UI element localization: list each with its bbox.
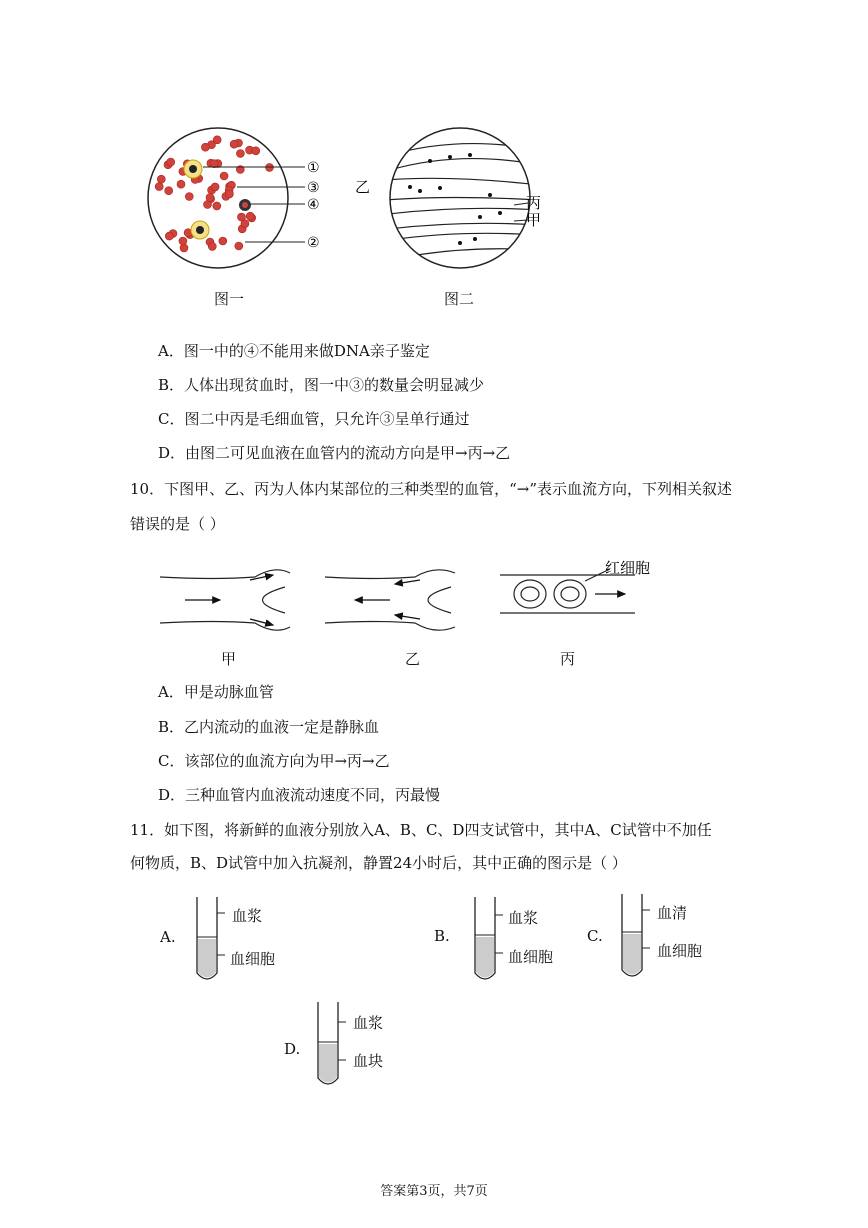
q9-option-c[interactable]: C．图二中丙是毛细血管，只允许③呈单行通过 (158, 410, 470, 428)
tube-d-top-label: 血浆 (353, 1014, 384, 1032)
fig1-label-4: ④ (307, 197, 320, 213)
q9-option-a[interactable]: A．图一中的④不能用来做DNA亲子鉴定 (158, 342, 430, 360)
red-blood-cell (213, 202, 221, 210)
red-blood-cell (213, 136, 221, 144)
test-tube-c (617, 892, 657, 984)
red-blood-cell (165, 187, 173, 195)
test-tube-b (470, 895, 510, 987)
fig2-label-yi: 乙 (355, 178, 371, 196)
red-blood-cell (179, 237, 187, 245)
q10-option-c[interactable]: C．该部位的血流方向为甲→丙→乙 (158, 752, 390, 770)
q9-option-b[interactable]: B．人体出现贫血时，图一中③的数量会明显减少 (158, 376, 485, 394)
red-blood-cell (246, 212, 254, 220)
fig2-caption: 图二 (444, 290, 475, 308)
fig1-label-3: ③ (307, 180, 320, 196)
red-blood-cell (201, 143, 209, 151)
tube-d-bottom-label: 血块 (353, 1052, 384, 1070)
fig1-label-1: ① (307, 160, 320, 176)
red-blood-cell (206, 194, 214, 202)
q10-option-b[interactable]: B．乙内流动的血液一定是静脉血 (158, 718, 380, 736)
vessel-label-bing: 丙 (560, 650, 576, 668)
q10-stem-line2: 错误的是（ ） (130, 515, 225, 533)
vessel-label-jia: 甲 (221, 650, 237, 668)
tube-b-top-label: 血浆 (508, 909, 539, 927)
test-tube-a (192, 895, 232, 987)
red-blood-cell (155, 183, 163, 191)
red-blood-cell (225, 190, 233, 198)
red-blood-cell (208, 242, 216, 250)
red-blood-cell (230, 140, 238, 148)
red-blood-cell (219, 237, 227, 245)
vessel-label-yi: 乙 (405, 650, 421, 668)
red-blood-cell (211, 183, 219, 191)
figure-vessels-cross (350, 125, 550, 280)
q11-stem-line2: 何物质，B、D试管中加入抗凝剂，静置24小时后，其中正确的图示是（ ） (130, 854, 627, 872)
page-footer: 答案第3页，共7页 (380, 1184, 488, 1199)
red-blood-cell (177, 180, 185, 188)
q10-option-d[interactable]: D．三种血管内血液流动速度不同，丙最慢 (158, 786, 441, 804)
red-blood-cell (167, 158, 175, 166)
fig2-label-jia: 甲 (526, 211, 542, 229)
tube-a-bottom-label: 血细胞 (230, 950, 276, 968)
red-blood-cell (235, 242, 243, 250)
q9-option-d[interactable]: D．由图二可见血液在血管内的流动方向是甲→丙→乙 (158, 444, 511, 462)
test-tube-d (313, 1000, 353, 1092)
fig1-label-2: ② (307, 235, 320, 251)
q10-stem-line1: 10．下图甲、乙、丙为人体内某部位的三种类型的血管，“→”表示血流方向，下列相关叙述 (130, 480, 732, 498)
red-blood-cell (236, 150, 244, 158)
red-blood-cell (165, 232, 173, 240)
red-blood-cell (157, 175, 165, 183)
q11-stem-line1: 11．如下图，将新鲜的血液分别放入A、B、C、D四支试管中，其中A、C试管中不加任 (130, 821, 712, 839)
figure-blood-smear (145, 125, 345, 280)
tube-a-letter[interactable]: A. (160, 928, 176, 946)
red-blood-cell (220, 172, 228, 180)
tube-d-letter[interactable]: D. (284, 1040, 301, 1058)
tube-b-letter[interactable]: B. (434, 927, 450, 945)
rbc-label: 红细胞 (605, 559, 651, 577)
red-blood-cell (252, 147, 260, 155)
tube-c-letter[interactable]: C. (587, 927, 603, 945)
tube-a-top-label: 血浆 (232, 907, 263, 925)
tube-c-top-label: 血清 (657, 904, 688, 922)
red-blood-cell (241, 220, 249, 228)
q10-option-a[interactable]: A．甲是动脉血管 (158, 683, 274, 701)
fig1-caption: 图一 (214, 290, 245, 308)
fig2-label-bing: 丙 (526, 194, 542, 212)
tube-c-bottom-label: 血细胞 (657, 942, 703, 960)
tube-b-bottom-label: 血细胞 (508, 948, 554, 966)
red-blood-cell (185, 193, 193, 201)
